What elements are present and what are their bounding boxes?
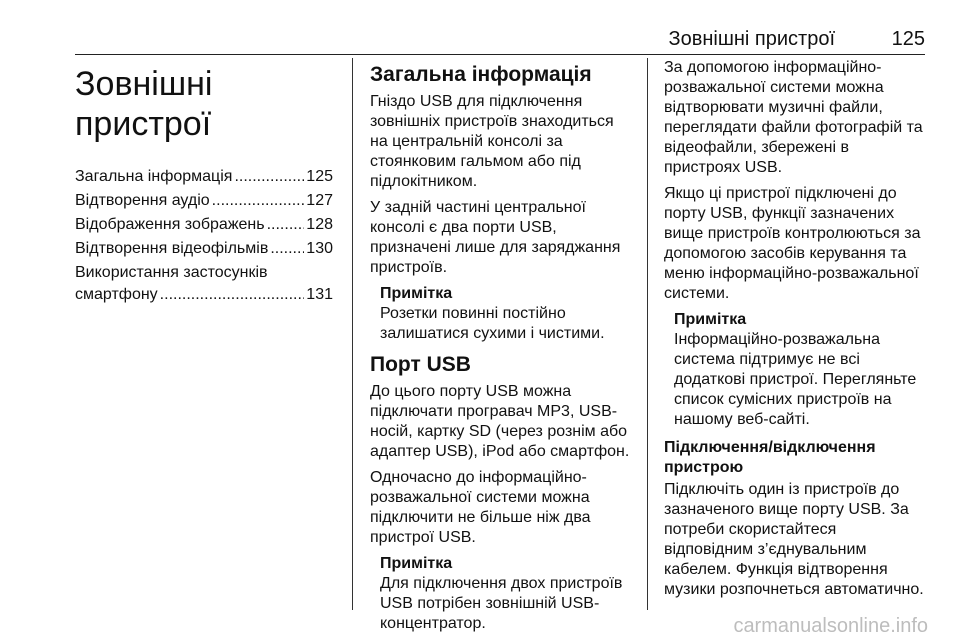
toc-label-line: Використання застосунків bbox=[75, 264, 268, 281]
paragraph: У задній частині центральної консолі є два порти USB, призначені лише для заряджання пристроїв. bbox=[370, 199, 621, 276]
toc-leader bbox=[160, 284, 305, 306]
general-info-column bbox=[370, 58, 632, 642]
usb-info-column bbox=[664, 58, 926, 606]
paragraph: Підключіть один із пристроїв до зазначеного вище порту USB. За потреби скористайтеся відповідним з’єднувальним кабелем. Функція відтворення музики розпочнеться автоматично. bbox=[664, 481, 924, 598]
toc-page: 125 bbox=[306, 168, 333, 185]
toc-label: смартфону bbox=[75, 286, 158, 303]
chapter-title: Зовнішні пристрої bbox=[75, 65, 213, 143]
toc-label: Відтворення відеофільмів bbox=[75, 240, 269, 257]
toc-page: 131 bbox=[306, 286, 333, 303]
note-box bbox=[380, 554, 632, 634]
running-header bbox=[75, 24, 925, 55]
toc-leader bbox=[270, 238, 304, 260]
toc-leader bbox=[267, 214, 305, 236]
section-title: Порт USB bbox=[370, 353, 471, 376]
toc-entry[interactable] bbox=[75, 166, 333, 188]
paragraph: Гніздо USB для підключення зовнішніх пристроїв знаходиться на центральній консолі за стоянковим гальмом або під підлокітником. bbox=[370, 93, 614, 190]
toc-entry[interactable] bbox=[75, 190, 333, 212]
toc-page: 127 bbox=[306, 192, 333, 209]
toc-label: Загальна інформація bbox=[75, 168, 233, 185]
toc-label: Відтворення аудіо bbox=[75, 192, 210, 209]
note-text: Розетки повинні постійно залишатися сухими і чистими. bbox=[380, 305, 605, 342]
column-divider bbox=[647, 58, 648, 610]
note-text: Для підключення двох пристроїв USB потрібен зовнішній USB-концентратор. bbox=[380, 575, 623, 632]
note-box bbox=[674, 310, 926, 430]
note-box bbox=[380, 284, 632, 344]
toc-page: 128 bbox=[306, 216, 333, 233]
toc-leader bbox=[212, 190, 305, 212]
note-text: Інформаційно-розважальна система підтримує не всі додаткові пристрої. Перегляньте список сумісних пристроїв на нашому веб-сайті. bbox=[674, 331, 917, 428]
toc-column bbox=[75, 58, 333, 308]
toc-leader bbox=[234, 166, 304, 188]
watermark: carmanualsonline.info bbox=[733, 615, 928, 637]
toc-page: 130 bbox=[306, 240, 333, 257]
note-title: Примітка bbox=[380, 285, 453, 302]
paragraph: До цього порту USB можна підключати програвач MP3, USB-носій, картку SD (через рознім або адаптер USB), iPod або смартфон. bbox=[370, 383, 630, 460]
toc-entry[interactable] bbox=[75, 214, 333, 236]
paragraph: За допомогою інформаційно-розважальної системи можна відтворювати музичні файли, переглядати файли фотографій та відеофайли, збережені в пристроях USB. bbox=[664, 59, 923, 176]
paragraph: Одночасно до інформаційно-розважальної системи можна підключити не більше ніж два пристрої USB. bbox=[370, 469, 591, 546]
note-title: Примітка bbox=[674, 311, 747, 328]
page-number: 125 bbox=[891, 28, 925, 50]
subsection-title: Підключення/відключення пристрою bbox=[664, 439, 876, 476]
toc-entry[interactable] bbox=[75, 238, 333, 260]
toc-entry[interactable] bbox=[75, 262, 333, 306]
toc-label: Відображення зображень bbox=[75, 216, 265, 233]
running-title: Зовнішні пристрої bbox=[668, 28, 835, 50]
column-divider bbox=[352, 58, 353, 610]
section-title: Загальна інформація bbox=[370, 63, 592, 86]
paragraph: Якщо ці пристрої підключені до порту USB, функції зазначених вище пристроїв контролюються за допомогою засобів керування та меню інформаційно-розважальної системи. bbox=[664, 185, 921, 302]
note-title: Примітка bbox=[380, 555, 453, 572]
